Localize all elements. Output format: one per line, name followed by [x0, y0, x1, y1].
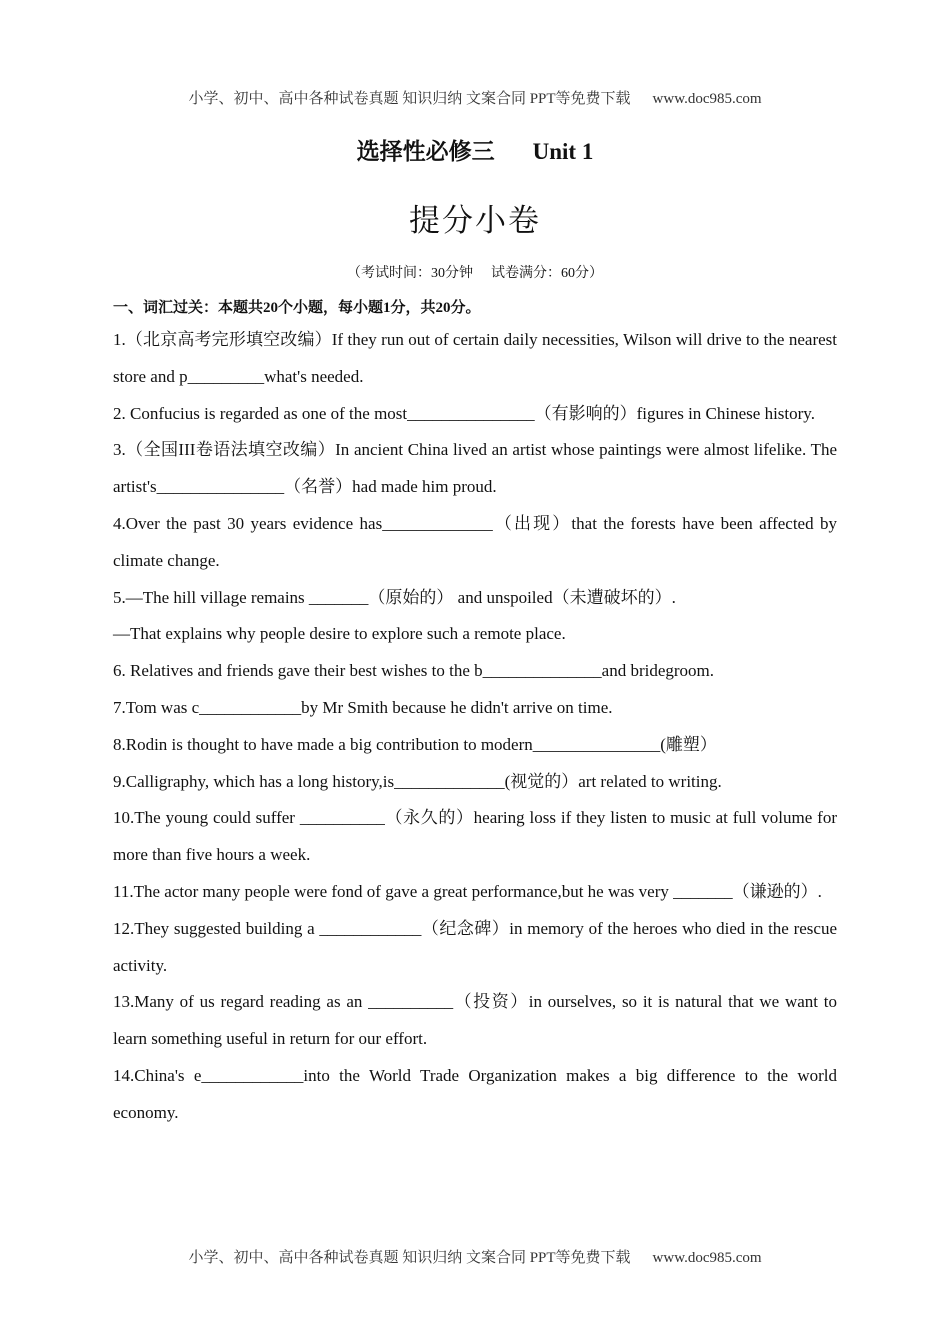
- question-11: 11.The actor many people were fond of gave a great performance,but he was very _______（谦逊的）.: [113, 881, 822, 901]
- exam-info: [0, 262, 950, 282]
- section-heading: 一、词汇过关：本题共20个小题，每小题1分，共20分。: [113, 300, 481, 316]
- question-10: 10.The young could suffer __________（永久的）hearing loss if they listen to music at full volume for more than five hours a week.: [113, 808, 837, 865]
- question-6: 6. Relatives and friends gave their best wishes to the b______________and bridegroom.: [113, 661, 715, 681]
- question-2: 2. Confucius is regarded as one of the most_______________（有影响的）figures in Chinese history.: [113, 403, 815, 423]
- exam-time: （考试时间：30分钟: [347, 266, 473, 281]
- header-site-link[interactable]: www.doc985.com: [652, 91, 762, 107]
- footer-site-link[interactable]: www.doc985.com: [652, 1250, 762, 1266]
- question-14: 14.China's e____________into the World Trade Organization makes a big difference to the world economy.: [113, 1065, 837, 1122]
- page-title: [0, 133, 950, 166]
- question-list: [113, 322, 837, 1132]
- page-subtitle: 提分小卷: [409, 203, 541, 239]
- question-9: 9.Calligraphy, which has a long history,is_____________(视觉的）art related to writing.: [113, 771, 722, 791]
- exam-score: 试卷满分：60分）: [491, 266, 603, 281]
- page-footer: [0, 1246, 950, 1267]
- header-text: 小学、初中、高中各种试卷真题 知识归纳 文案合同 PPT等免费下载: [188, 91, 631, 107]
- footer-text: 小学、初中、高中各种试卷真题 知识归纳 文案合同 PPT等免费下载: [188, 1250, 631, 1266]
- question-8: 8.Rodin is thought to have made a big contribution to modern_______________(雕塑）: [113, 734, 717, 754]
- question-5-reply: —That explains why people desire to explore such a remote place.: [113, 624, 566, 644]
- page-header: [0, 87, 950, 108]
- title-part2: Unit 1: [532, 139, 594, 164]
- question-4: 4.Over the past 30 years evidence has_____________（出现）that the forests have been affected by climate change.: [113, 513, 837, 570]
- question-3: 3.（全国III卷语法填空改编）In ancient China lived an artist whose paintings were almost lifelike. The artist's_______________（名誉）had made him proud.: [113, 440, 837, 497]
- question-7: 7.Tom was c____________by Mr Smith because he didn't arrive on time.: [113, 697, 613, 717]
- question-13: 13.Many of us regard reading as an __________（投资）in ourselves, so it is natural that we want to learn something useful in return for our effort.: [113, 992, 837, 1049]
- title-part1: 选择性必修三: [356, 139, 495, 164]
- question-1: 1.（北京高考完形填空改编）If they run out of certain daily necessities, Wilson will drive to the nearest store and p_________what's needed.: [113, 330, 837, 386]
- question-12: 12.They suggested building a ____________（纪念碑）in memory of the heroes who died in the rescue activity.: [113, 918, 837, 975]
- question-5: 5.—The hill village remains _______（原始的） and unspoiled（未遭破坏的）.: [113, 587, 676, 607]
